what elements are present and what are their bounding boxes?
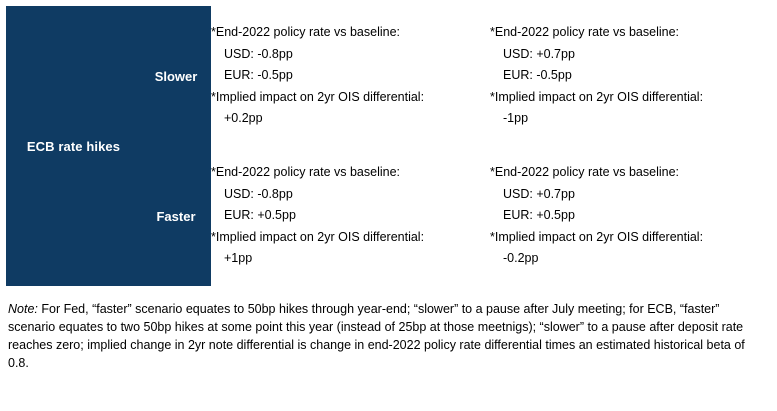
cell-line: USD: -0.8pp xyxy=(224,46,293,61)
scenario-matrix-table xyxy=(6,6,769,286)
cell-faster-left xyxy=(211,146,490,286)
row-label-slower xyxy=(141,6,211,146)
cell-line: *Implied impact on 2yr OIS differential: xyxy=(490,229,704,244)
row-label-faster xyxy=(141,146,211,286)
row-label-slower-text: Slower xyxy=(154,68,198,84)
cell-line: *End-2022 policy rate vs baseline: xyxy=(211,165,401,180)
scenario-matrix-figure xyxy=(0,6,777,411)
figure-note xyxy=(8,300,769,373)
cell-line: *End-2022 policy rate vs baseline: xyxy=(490,25,680,40)
cell-line: USD: +0.7pp xyxy=(503,186,575,201)
row-label-faster-text: Faster xyxy=(156,208,196,224)
cell-line: EUR: -0.5pp xyxy=(503,68,572,83)
cell-line: USD: -0.8pp xyxy=(224,186,293,201)
cell-line: -0.2pp xyxy=(503,251,539,266)
cell-line: *End-2022 policy rate vs baseline: xyxy=(211,25,401,40)
cell-line: USD: +0.7pp xyxy=(503,46,575,61)
cell-line: EUR: -0.5pp xyxy=(224,68,293,83)
table-row xyxy=(6,6,769,146)
cell-line: EUR: +0.5pp xyxy=(503,208,575,223)
cell-slower-left xyxy=(211,6,490,146)
cell-line: +0.2pp xyxy=(224,111,263,126)
cell-line: *Implied impact on 2yr OIS differential: xyxy=(490,89,704,104)
cell-line: *Implied impact on 2yr OIS differential: xyxy=(211,89,425,104)
note-text: For Fed, “faster” scenario equates to 50bp hikes through year-end; “slower” to a pause after July meeting; for ECB, “faster” scenario equates to two 50bp hikes at some point this year (instead of 25bp at those meetnigs); “slower” to a pause after deposit rate reaches zero; implied change in 2yr note differential is change in end-2022 policy rate differential times an estimated historical beta of 0.8. xyxy=(8,302,745,371)
row-group-label-text: ECB rate hikes xyxy=(26,138,121,154)
note-label: Note: xyxy=(8,302,38,316)
cell-faster-right xyxy=(490,146,769,286)
cell-line: +1pp xyxy=(224,251,253,266)
cell-line: EUR: +0.5pp xyxy=(224,208,296,223)
cell-line: *End-2022 policy rate vs baseline: xyxy=(490,165,680,180)
cell-slower-right xyxy=(490,6,769,146)
row-group-label-ecb-rate-hikes xyxy=(6,6,141,286)
cell-line: -1pp xyxy=(503,111,529,126)
cell-line: *Implied impact on 2yr OIS differential: xyxy=(211,229,425,244)
